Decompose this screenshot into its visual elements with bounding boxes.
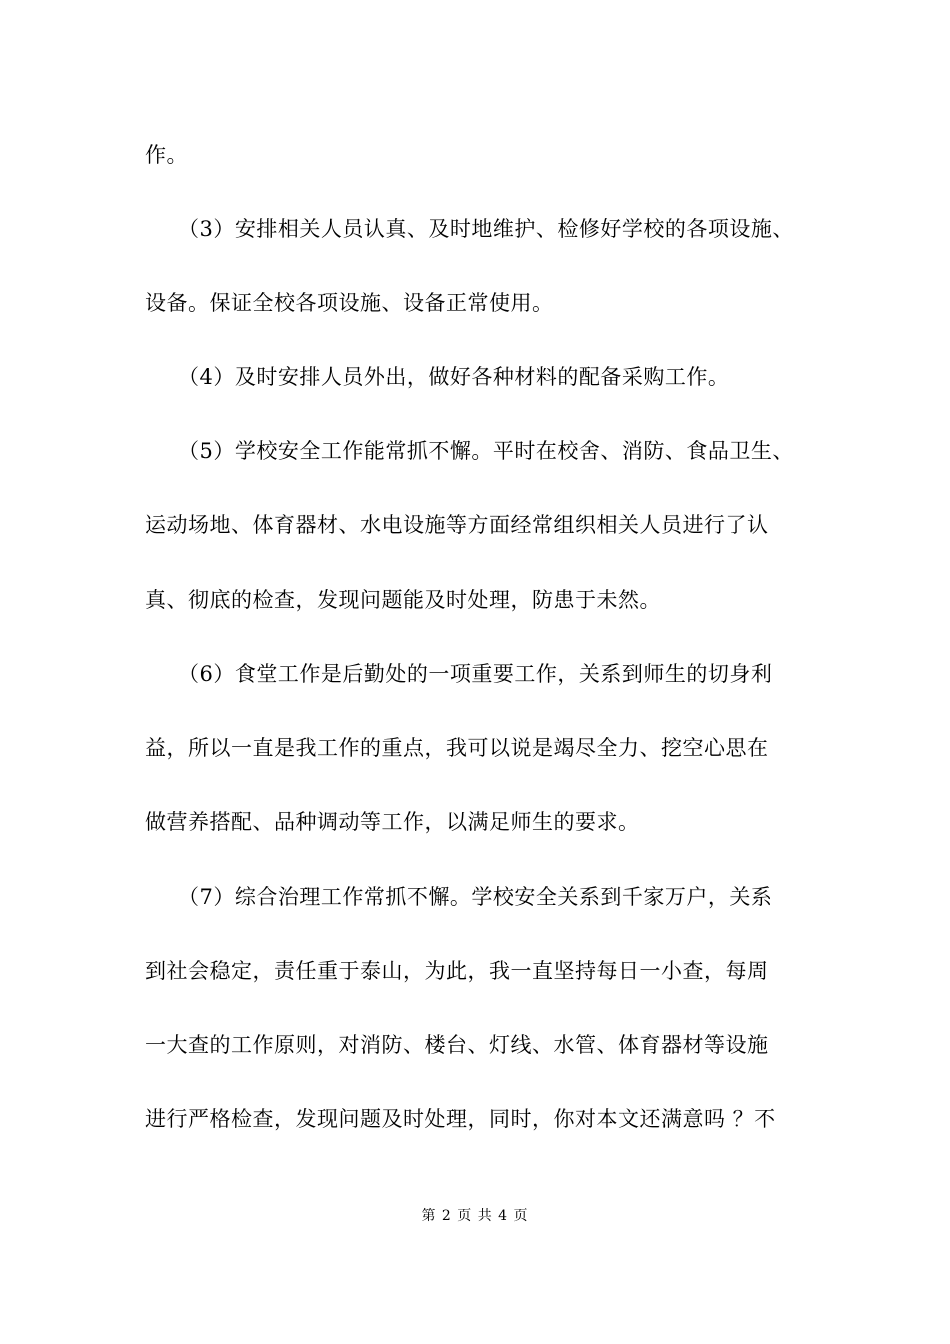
paragraph-5-line-1: （5）学校安全工作能常抓不懈。平时在校舍、消防、食品卫生、 — [178, 439, 794, 463]
paragraph-3-line-1: （3）安排相关人员认真、及时地维护、检修好学校的各项设施、 — [178, 217, 794, 241]
text-line: 益，所以一直是我工作的重点，我可以说是竭尽全力、挖空心思在 — [145, 736, 769, 760]
paragraph-6-line-1: （6）食堂工作是后勤处的一项重要工作，关系到师生的切身利 — [178, 662, 773, 686]
text-line: 到社会稳定，责任重于泰山，为此，我一直坚持每日一小查，每周 — [145, 959, 769, 983]
text-line: 做营养搭配、品种调动等工作，以满足师生的要求。 — [145, 810, 640, 834]
text-line: 设备。保证全校各项设施、设备正常使用。 — [145, 291, 554, 315]
text-line: 一大查的工作原则，对消防、楼台、灯线、水管、体育器材等设施 — [145, 1033, 769, 1057]
page-number: 第 2 页 共 4 页 — [421, 1208, 529, 1224]
text-line: 运动场地、体育器材、水电设施等方面经常组织相关人员进行了认 — [145, 513, 769, 537]
text-line: 进行严格检查，发现问题及时处理，同时，你对本文还满意吗 ？不 — [145, 1107, 776, 1131]
paragraph-4-line-1: （4）及时安排人员外出，做好各种材料的配备采购工作。 — [178, 365, 730, 389]
text-line: 作。 — [145, 143, 188, 167]
paragraph-7-line-1: （7）综合治理工作常抓不懈。学校安全关系到千家万户，关系 — [178, 885, 773, 909]
text-line: 真、彻底的检查，发现问题能及时处理，防患于未然。 — [145, 588, 661, 612]
